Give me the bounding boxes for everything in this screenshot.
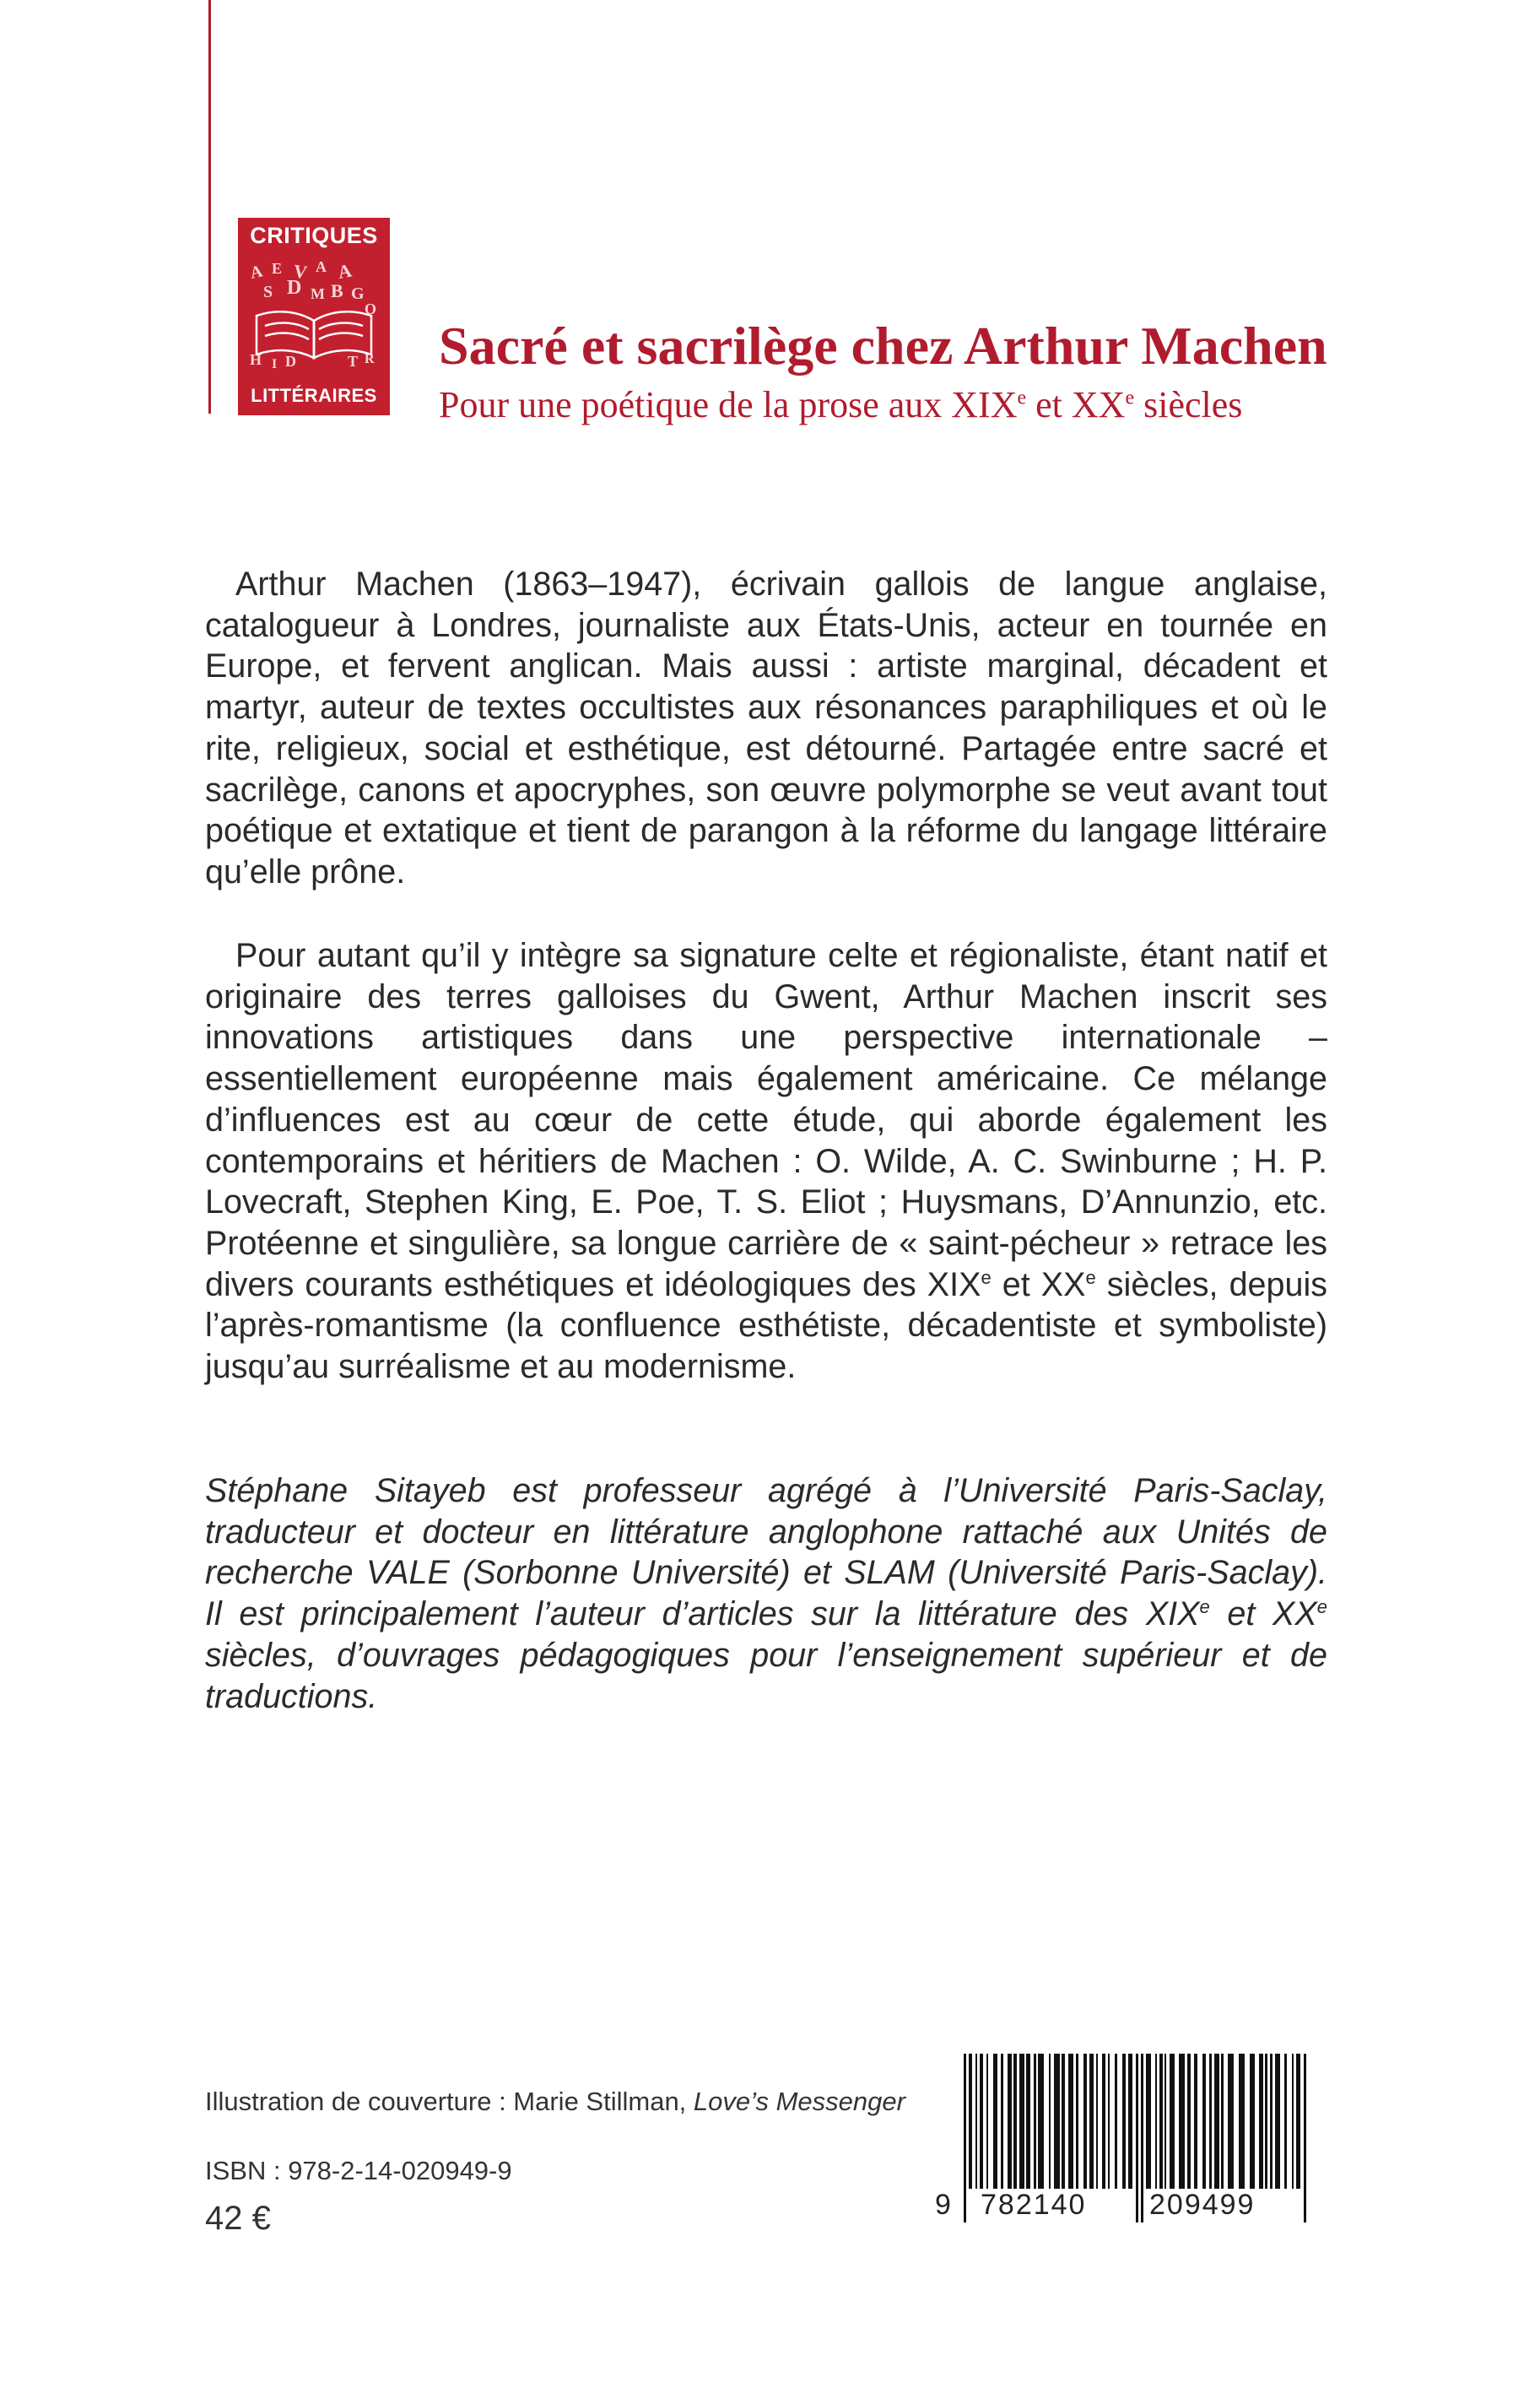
barcode-bar [1034, 2054, 1036, 2189]
barcode-bar [1284, 2054, 1287, 2189]
svg-text:M: M [311, 285, 325, 302]
svg-text:D: D [287, 277, 302, 299]
svg-text:G: G [351, 284, 365, 303]
barcode-bar [1096, 2054, 1098, 2189]
series-logo-top-text: CRITIQUES [250, 223, 378, 248]
barcode-bar [1221, 2054, 1224, 2189]
barcode-bar [1108, 2054, 1110, 2189]
barcode-bar [1239, 2054, 1245, 2189]
barcode-bar [1146, 2054, 1151, 2189]
barcode-lead-digit: 9 [935, 2189, 953, 2221]
barcode-bar [986, 2054, 988, 2189]
barcode-bar [1228, 2054, 1234, 2189]
series-logo-bottom-text: LITTÉRAIRES [251, 385, 377, 406]
barcode-bar [980, 2054, 983, 2189]
svg-text:B: B [331, 280, 343, 301]
barcode-bar [1102, 2054, 1105, 2189]
barcode-bar [1076, 2054, 1078, 2189]
barcode-right-digits: 209499 [1149, 2189, 1256, 2221]
barcode-bar [1265, 2054, 1267, 2189]
barcode-bar [1019, 2054, 1024, 2189]
svg-text:V: V [292, 260, 309, 284]
barcode-bar [1250, 2054, 1255, 2189]
barcode-bar [1296, 2054, 1300, 2189]
barcode-bar [1187, 2054, 1191, 2189]
barcode-bar [1155, 2054, 1157, 2189]
barcode-bar [1202, 2054, 1206, 2189]
barcode-bar [1194, 2054, 1197, 2189]
barcode-bar [993, 2054, 997, 2189]
barcode-bar [1136, 2054, 1138, 2222]
barcode-bar [1304, 2054, 1306, 2222]
barcode-bar [1008, 2054, 1012, 2189]
blurb-paragraph-2: Pour autant qu’il y intègre sa signature celte et régionaliste, étant natif et originaire des terres galloises du Gwent, Arthur Machen inscrit ses innovations artistiques dans une perspective internationale – essentiellement européenne mais également américaine. Ce mélange d’influences est au cœur de cette étude, qui aborde également les contemporains et héritiers de Machen : O. Wilde, A. C. Swinburne ; H. P. Lovecraft, Stephen King, E. Poe, T. S. Eliot ; Huysmans, D’Annunzio, etc. Protéenne et singulière, sa longue carrière de « saint-pécheur » retrace les divers courants esthétiques et idéologiques des XIXe et XXe siècles, depuis l’après-romantisme (la confluence esthétiste, décadentiste et symboliste) jusqu’au surréalisme et au modernisme. [205, 937, 1327, 1386]
barcode-bar [1259, 2054, 1263, 2189]
barcode-bar [1062, 2054, 1065, 2189]
barcode-bar [1179, 2054, 1185, 2189]
barcode-bar [1170, 2054, 1175, 2189]
barcode-bar [1054, 2054, 1060, 2189]
barcode-bar [1083, 2054, 1087, 2189]
barcode-bar [1159, 2054, 1163, 2189]
blurb-paragraph-1: Arthur Machen (1863–1947), écrivain gallois de langue anglaise, catalogueur à Londres, journaliste aux États-Unis, acteur en tournée en Europe, et fervent anglican. Mais aussi : artiste marginal, décadent et martyr, auteur de textes occultistes aux résonances paraphiliques et où le rite, religieux, social et esthétique, est détourné. Partagée entre sacré et sacrilège, canons et apocryphes, son œuvre polymorphe se veut avant tout poétique et extatique et tient de parangon à la réforme du langage littéraire qu’elle prône. [205, 566, 1327, 891]
book-title: Sacré et sacrilège chez Arthur Machen [439, 316, 1327, 376]
barcode-bar [1209, 2054, 1212, 2189]
barcode-bar [1141, 2054, 1143, 2222]
barcode-bar [1013, 2054, 1017, 2189]
svg-text:T: T [348, 353, 359, 370]
cover-illustration-credit: Illustration de couverture : Marie Stillman, Love’s Messenger [205, 2087, 905, 2116]
barcode-bar [969, 2054, 972, 2189]
barcode-bar [1049, 2054, 1051, 2189]
barcode-bar [1115, 2054, 1117, 2189]
barcode-bar [1038, 2054, 1044, 2189]
svg-text:H: H [250, 351, 262, 368]
barcode-bar [1026, 2054, 1030, 2189]
svg-text:A: A [248, 262, 265, 283]
svg-text:I: I [272, 357, 278, 371]
barcode-bar [975, 2054, 977, 2189]
barcode-bar [1122, 2054, 1126, 2189]
svg-text:D: D [285, 353, 296, 370]
series-logo [238, 218, 390, 415]
book-subtitle: Pour une poétique de la prose aux XIXe et XXe siècles [439, 384, 1243, 425]
author-bio: Stéphane Sitayeb est professeur agrégé à l’Université Paris-Saclay, traducteur et docteur en littérature anglophone rattaché aux Unités de recherche VALE (Sorbonne Université) et SLAM (Université Paris-Saclay). Il est principalement l’auteur d’articles sur la littérature des XIXe et XXe siècles, d’ouvrages pédagogiques pour l’enseignement supérieur et de traductions. [205, 1472, 1327, 1715]
barcode-bar [1128, 2054, 1132, 2189]
red-vertical-rule [208, 0, 211, 414]
price: 42 € [205, 2200, 271, 2237]
barcode-bar [964, 2054, 966, 2222]
barcode-bar [1214, 2054, 1219, 2189]
svg-text:E: E [272, 260, 283, 277]
barcode-bar [1270, 2054, 1273, 2189]
open-book-letters-icon [246, 255, 381, 373]
svg-text:A: A [336, 259, 354, 283]
svg-text:O: O [365, 300, 377, 317]
barcode-bar [1001, 2054, 1003, 2189]
svg-text:S: S [263, 283, 273, 301]
barcode-left-digits: 782140 [981, 2189, 1087, 2221]
barcode-bar [1068, 2054, 1073, 2189]
svg-text:R: R [365, 352, 375, 366]
barcode-bar [1164, 2054, 1166, 2189]
isbn: ISBN : 978-2-14-020949-9 [205, 2156, 512, 2185]
svg-text:A: A [316, 258, 327, 275]
barcode-bar [1292, 2054, 1294, 2189]
barcode-bar [1275, 2054, 1280, 2189]
barcode-bar [1089, 2054, 1094, 2189]
